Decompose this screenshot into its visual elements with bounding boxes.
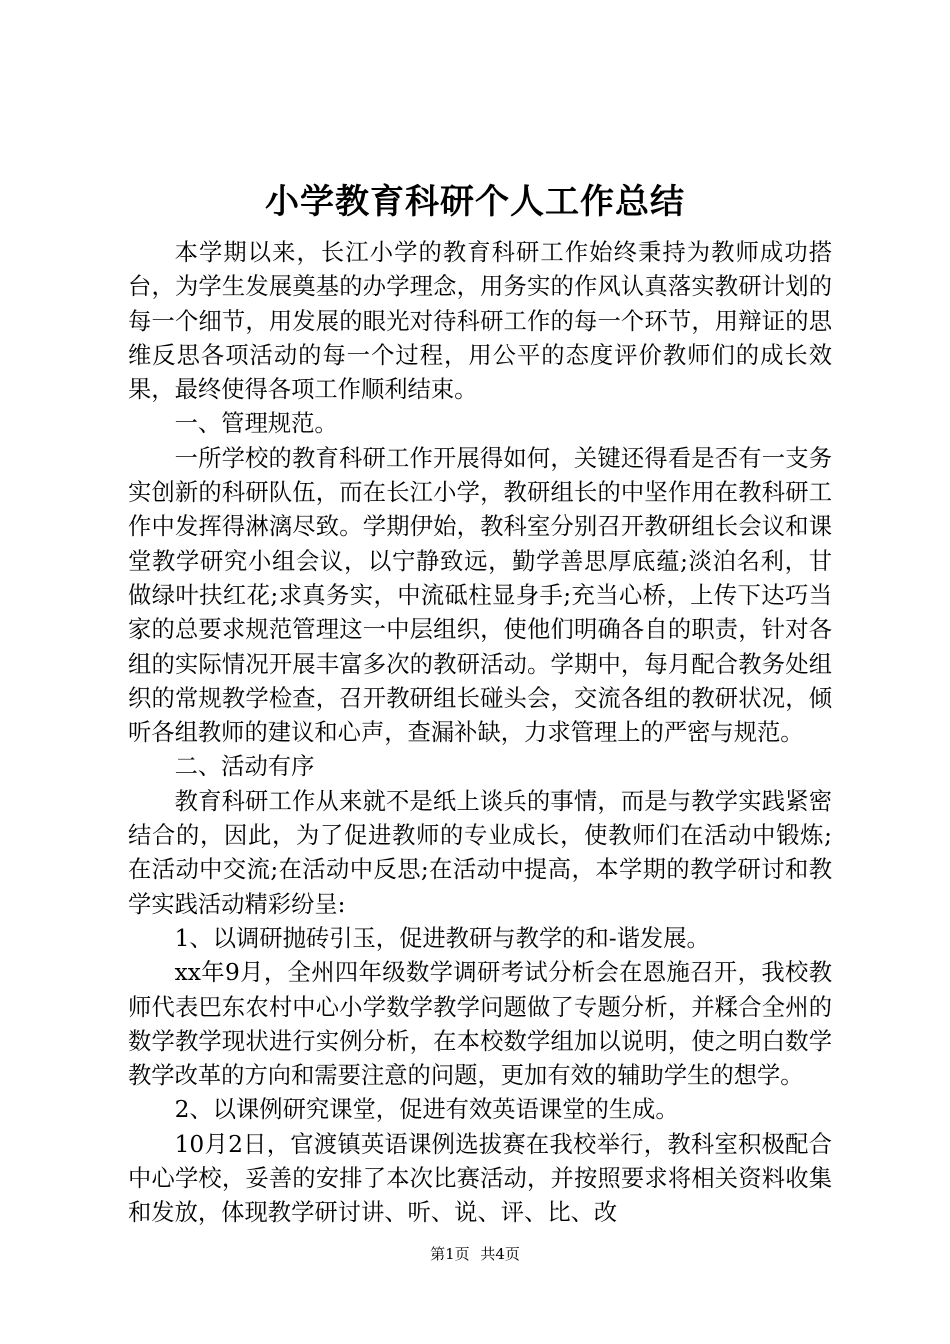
section-heading-activities: 二、活动有序 (174, 753, 315, 781)
paragraph-intro: 本学期以来，长江小学的教育科研工作始终秉持为教师成功搭台，为学生发展奠基的办学理念，用务实的作风认真落实教研计划的每一个细节，用发展的眼光对待科研工作的每一个环节，用辩证的思维反思各项活动的每一个过程，用公平的态度评价教师们的成长效果，最终使得各项工作顺利结束。 (128, 239, 832, 404)
page-number: 第1页 共4页 (430, 1245, 520, 1263)
paragraph-research: xx年9月，全州四年级数学调研考试分析会在恩施召开，我校教师代表巴东农村中心小学数学教学问题做了专题分析，并糅合全州的数学教学现状进行实例分析，在本校数学组加以说明，使之明白数学教学改革的方向和需要注意的问题，更加有效的辅助学生的想学。 (128, 959, 832, 1090)
paragraph-activities: 教育科研工作从来就不是纸上谈兵的事情，而是与教学实践紧密结合的，因此，为了促进教师的专业成长，使教师们在活动中锻炼;在活动中交流;在活动中反思;在活动中提高，本学期的教学研讨和教学实践活动精彩纷呈: (128, 787, 832, 918)
paragraph-management: 一所学校的教育科研工作开展得如何，关键还得看是否有一支务实创新的科研队伍，而在长江小学，教研组长的中坚作用在教科研工作中发挥得淋漓尽致。学期伊始，教科室分别召开教研组长会议和课堂教学研究小组会议，以宁静致远，勤学善思厚底蕴;淡泊名利，甘做绿叶扶红花;求真务实，中流砥柱显身手;充当心桥，上传下达巧当家的总要求规范管理这一中层组织，使他们明确各自的职责，针对各组的实际情况开展丰富多次的教研活动。学期中，每月配合教务处组织的常规教学检查，召开教研组长碰头会，交流各组的教研状况，倾听各组教师的建议和心声，查漏补缺，力求管理上的严密与规范。 (128, 444, 832, 747)
document-body (128, 236, 832, 1231)
subheading-research: 1、以调研抛砖引玉，促进教研与教学的和-谐发展。 (174, 924, 710, 952)
subheading-english: 2、以课例研究课堂，促进有效英语课堂的生成。 (174, 1096, 679, 1124)
section-heading-management: 一、管理规范。 (174, 410, 338, 438)
document-title: 小学教育科研个人工作总结 (265, 182, 685, 222)
paragraph-english: 10月2日，官渡镇英语课例选拔赛在我校举行，教科室积极配合中心学校，妥善的安排了本次比赛活动，并按照要求将相关资料收集和发放，体现教学研讨讲、听、说、评、比、改 (128, 1130, 832, 1227)
